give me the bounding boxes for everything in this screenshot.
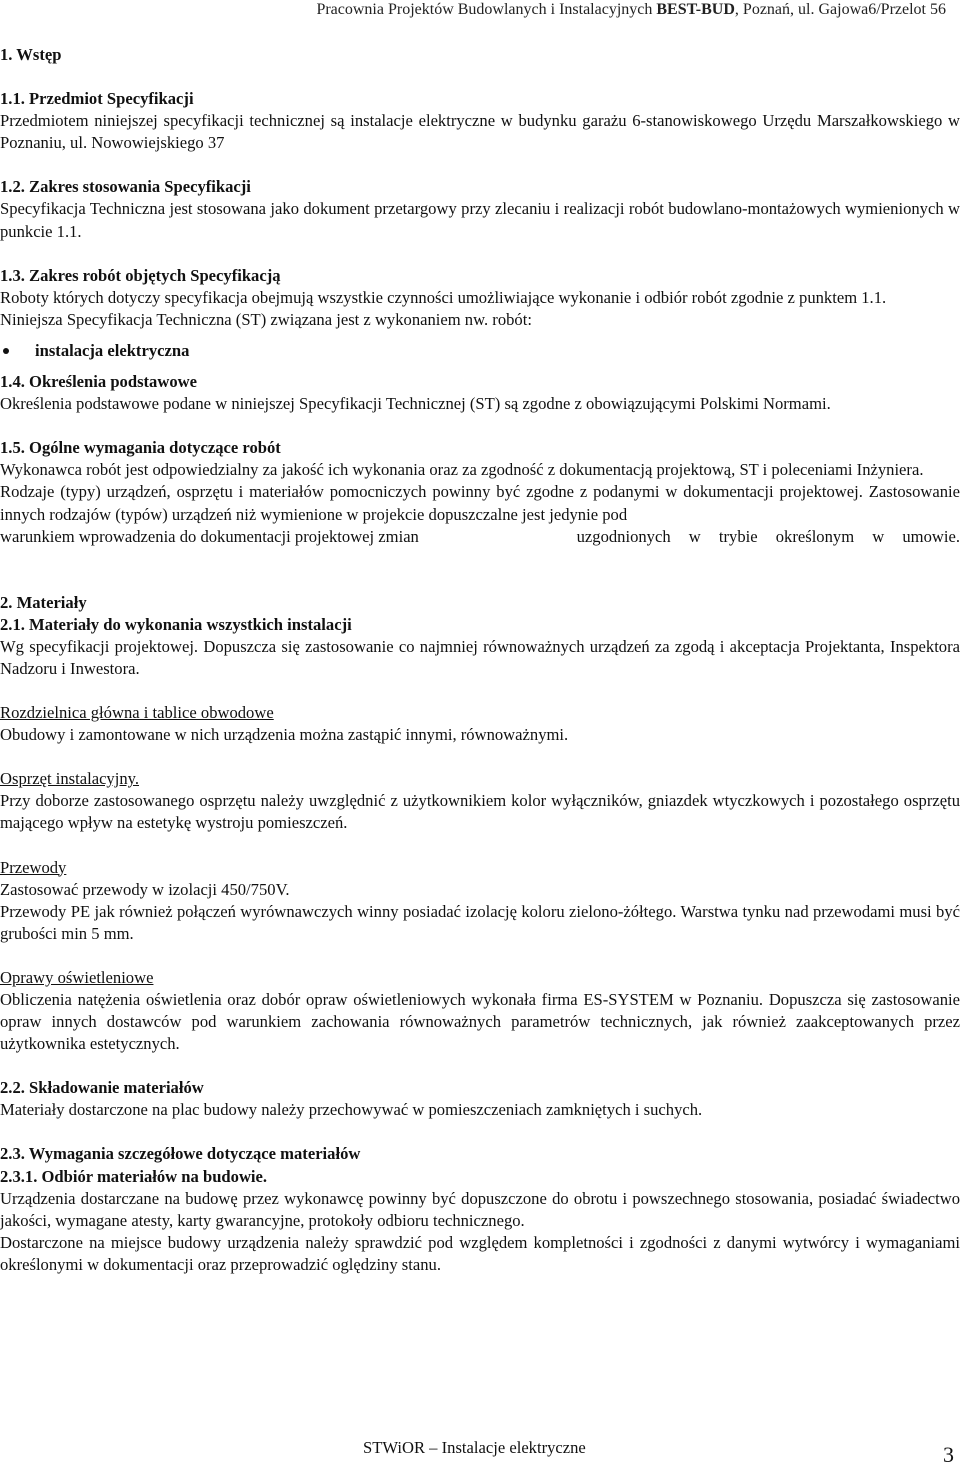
section-2-3-1-text-2: Dostarczone na miejsce budowy urządzenia należy sprawdzić pod względem kompletności i zgodności z danymi wytwórcy i wymaganiami określonymi w dokumentacji oraz przeprowadzić oględziny stanu. [0,1232,960,1274]
section-2-2-text: Materiały dostarczone na plac budowy należy przechowywać w pomieszczeniach zamkniętych i suchych. [0,1100,703,1120]
section-1-5-text-3a: warunkiem wprowadzenia do dokumentacji projektowej zmian [0,526,419,546]
section-1-3-title: 1.3. Zakres robót objętych Specyfikacją [0,265,281,285]
cables-text-1: Zastosować przewody w izolacji 450/750V. [0,879,290,899]
section-2-3-1-text-1: Urządzenia dostarczane na budowę przez wykonawcę powinny być dopuszczone do obrotu i powszechnego stosowania, posiadać świadectwo jakości, wymagane atesty, karty gwarancyjne, protokoły odbioru technicznego. [0,1188,960,1230]
section-1-5-text-2: Rodzaje (typy) urządzeń, osprzętu i materiałów pomocniczych powinny być zgodne z podanymi w dokumentacji projektowej. Zastosowanie innych rodzajów (typów) urządzeń niż wymienione w projekcie dopuszczalne jest jedynie pod [0,482,960,524]
header-prefix: Pracownia Projektów Budowlanych i Instalacyjnych [316,1,653,18]
page-footer: STWiOR – Instalacje elektryczne [363,1438,586,1457]
switchboard-subtitle: Rozdzielnica główna i tablice obwodowe [0,703,274,723]
cables-subtitle: Przewody [0,857,67,877]
document-body [0,44,960,1276]
section-1-5-text-3 [0,526,960,548]
section-2-3-title: 2.3. Wymagania szczegółowe dotyczące materiałów [0,1144,361,1164]
page-number: 3 [943,1442,954,1467]
section-1-4-title: 1.4. Określenia podstawowe [0,372,197,392]
section-1-5-text-3b: uzgodnionych w trybie określonym w umowie. [576,526,960,546]
section-1-1-title: 1.1. Przedmiot Specyfikacji [0,89,194,109]
fittings-subtitle: Osprzęt instalacyjny. [0,769,140,789]
page-header [316,0,946,20]
works-list [0,340,960,362]
section-2-1-title: 2.1. Materiały do wykonania wszystkich instalacji [0,614,352,634]
list-item: instalacja elektryczna [0,340,960,362]
fittings-text: Przy doborze zastosowanego osprzętu należy uwzględnić z użytkownikiem kolor wyłączników, gniazdek wtyczkowych i pozostałego osprzętu mającego wpływ na estetykę wystroju pomieszczeń. [0,791,960,833]
switchboard-text: Obudowy i zamontowane w nich urządzenia można zastąpić innymi, równoważnymi. [0,725,569,745]
section-1-3-text-1: Roboty których dotyczy specyfikacja obejmują wszystkie czynności umożliwiające wykonanie i odbiór robót zgodnie z punktem 1.1. [0,287,887,307]
section-1-2-text: Specyfikacja Techniczna jest stosowana jako dokument przetargowy przy zlecaniu i realizacji robót budowlano-montażowych wymienionych w punkcie 1.1. [0,199,960,241]
section-2-2-title: 2.2. Składowanie materiałów [0,1078,204,1098]
luminaires-subtitle: Oprawy oświetleniowe [0,967,154,987]
section-2-title: 2. Materiały [0,592,87,612]
section-1-1-text: Przedmiotem niniejszej specyfikacji technicznej są instalacje elektryczne w budynku garażu 6-stanowiskowego Urzędu Marszałkowskiego w Poznaniu, ul. Nowowiejskiego 37 [0,111,960,153]
luminaires-text: Obliczenia natężenia oświetlenia oraz dobór opraw oświetleniowych wykonała firma ES-SYSTEM w Poznaniu. Dopuszcza się zastosowanie opraw innych dostawców pod warunkiem zachowania równoważnych parametrów technicznych, jak również zaakceptowanych przez użytkownika estetycznych. [0,990,960,1054]
header-company: BEST-BUD [656,1,735,18]
section-1-4-text: Określenia podstawowe podane w niniejszej Specyfikacji Technicznej (ST) są zgodne z obowiązującymi Polskimi Normami. [0,394,831,414]
section-1-5-text-1: Wykonawca robót jest odpowiedzialny za jakość ich wykonania oraz za zgodność z dokumentacją projektową, ST i poleceniami Inżyniera. [0,460,924,480]
cables-text-2: Przewody PE jak również połączeń wyrównawczych winny posiadać izolację koloru zielono-żółtego. Warstwa tynku nad przewodami musi być grubości min 5 mm. [0,901,960,943]
section-1-title: 1. Wstęp [0,45,62,64]
section-1-5-title: 1.5. Ogólne wymagania dotyczące robót [0,438,281,458]
section-2-3-1-title: 2.3.1. Odbiór materiałów na budowie. [0,1166,268,1186]
section-1-3-text-2: Niniejsza Specyfikacja Techniczna (ST) związana jest z wykonaniem nw. robót: [0,309,532,329]
section-1-2-title: 1.2. Zakres stosowania Specyfikacji [0,177,251,197]
section-2-1-text: Wg specyfikacji projektowej. Dopuszcza się zastosowanie co najmniej równoważnych urządzeń za zgodą i akceptacja Projektanta, Inspektora Nadzoru i Inwestora. [0,636,960,678]
header-address: , Poznań, ul. Gajowa6/Przelot 56 [734,1,946,18]
